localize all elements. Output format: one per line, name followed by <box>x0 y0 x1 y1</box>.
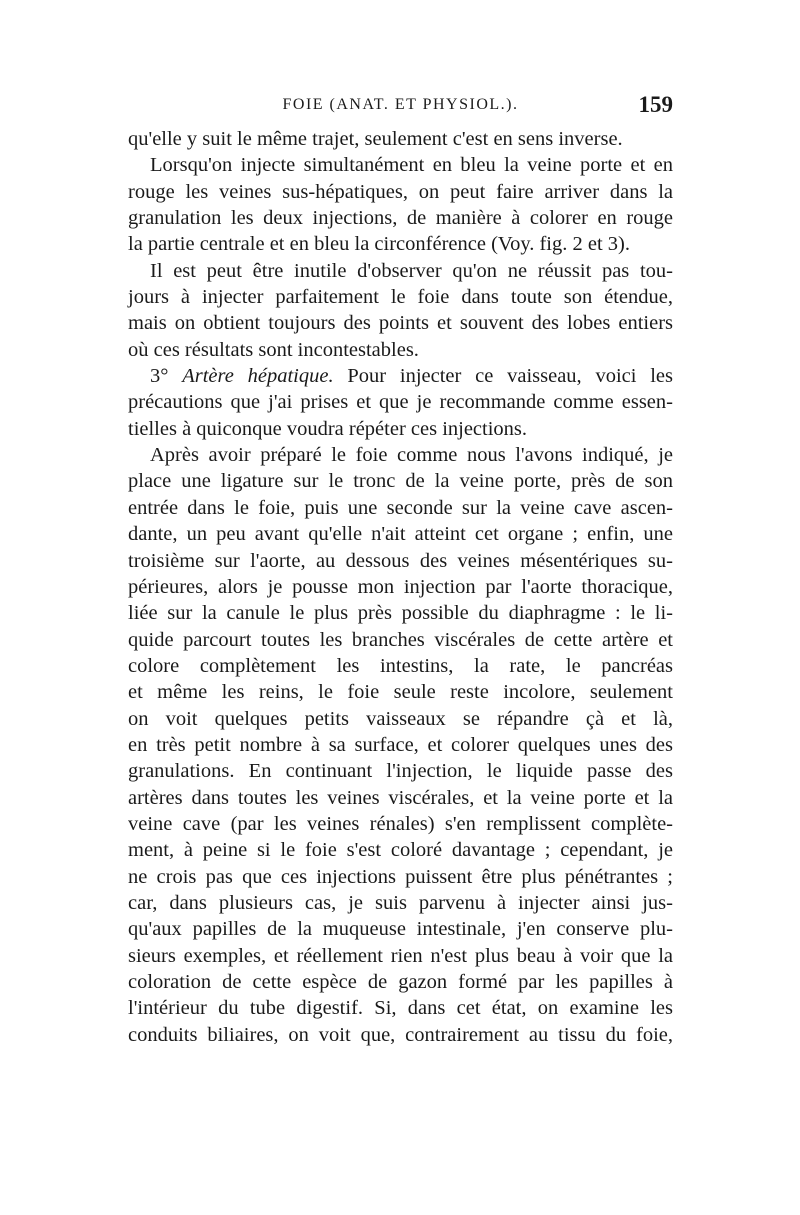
page-number: 159 <box>638 92 673 117</box>
text-line: où ces résultats sont incontestables. <box>128 338 419 361</box>
text-line: précautions que j'ai prises et que je recommande comme essen- <box>128 391 673 414</box>
text-line: ment, à peine si le foie s'est coloré davantage ; cependant, je <box>128 839 673 862</box>
text-line: dante, un peu avant qu'elle n'ait atteint cet organe ; enfin, une <box>128 523 673 546</box>
text-line: jours à injecter parfaitement le foie dans toute son étendue, <box>128 286 673 309</box>
text-line: qu'elle y suit le même trajet, seulement c'est en sens inverse. <box>128 128 623 150</box>
text-line: sieurs exemples, et réellement rien n'est plus beau à voir que la <box>128 944 673 967</box>
text-line: en très petit nombre à sa surface, et colorer quelques unes des <box>128 733 673 756</box>
text-line: périeures, alors je pousse mon injection par l'aorte thoracique, <box>128 575 673 598</box>
text-line: Lorsqu'on injecte simultanément en bleu la veine porte et en <box>150 154 673 177</box>
running-head: FOIE (ANAT. ET PHYSIOL.). <box>282 96 519 113</box>
text-line: et même les reins, le foie seule reste incolore, seulement <box>128 681 673 704</box>
text-line: Il est peut être inutile d'observer qu'on ne réussit pas tou- <box>150 259 673 282</box>
text-line: mais on obtient toujours des points et souvent des lobes entiers <box>128 312 673 335</box>
text-line: on voit quelques petits vaisseaux se répandre çà et là, <box>128 707 673 730</box>
text-line: place une ligature sur le tronc de la veine porte, près de son <box>128 470 673 493</box>
text-line: liée sur la canule le plus près possible du diaphragme : le li- <box>128 602 673 625</box>
text-line: ne crois pas que ces injections puissent être plus pénétrantes ; <box>128 865 673 888</box>
text-line: qu'aux papilles de la muqueuse intestinale, j'en conserve plu- <box>128 918 673 941</box>
text-line: tielles à quiconque voudra répéter ces injections. <box>128 417 528 440</box>
text-line: entrée dans le foie, puis une seconde sur la veine cave ascen- <box>128 496 673 519</box>
text-line: car, dans plusieurs cas, je suis parvenu à injecter ainsi jus- <box>128 891 673 914</box>
text-line: granulation les deux injections, de manière à colorer en rouge <box>128 207 673 230</box>
text-line: l'intérieur du tube digestif. Si, dans cet état, on examine les <box>128 997 673 1020</box>
text-line <box>128 363 673 389</box>
text-line: granulations. En continuant l'injection, le liquide passe des <box>128 760 673 783</box>
text-line: Après avoir préparé le foie comme nous l'avons indiqué, je <box>150 444 673 467</box>
text-segment: Pour injecter ce vaisseau, voici les <box>333 365 673 388</box>
text-line: colore complètement les intestins, la rate, le pancréas <box>128 654 673 677</box>
text-line: rouge les veines sus-hépatiques, on peut faire arriver dans la <box>128 180 673 203</box>
text-segment: 3° <box>150 365 183 388</box>
body-text <box>128 126 673 1048</box>
text-line: troisième sur l'aorte, au dessous des veines mésentériques su- <box>128 549 673 572</box>
text-line: coloration de cette espèce de gazon formé par les papilles à <box>128 971 673 993</box>
text-line: artères dans toutes les veines viscérales, et la veine porte et la <box>128 786 673 809</box>
page-header <box>128 92 673 122</box>
text-line: la partie centrale et en bleu la circonférence (Voy. fig. 2 et 3). <box>128 233 630 256</box>
text-line: veine cave (par les veines rénales) s'en remplissent complète- <box>128 812 673 835</box>
text-line: conduits biliaires, on voit que, contrairement au tissu du foie, <box>128 1023 673 1046</box>
section-heading-italic: Artère hépatique. <box>182 365 334 388</box>
text-line: quide parcourt toutes les branches viscérales de cette artère et <box>128 628 673 651</box>
